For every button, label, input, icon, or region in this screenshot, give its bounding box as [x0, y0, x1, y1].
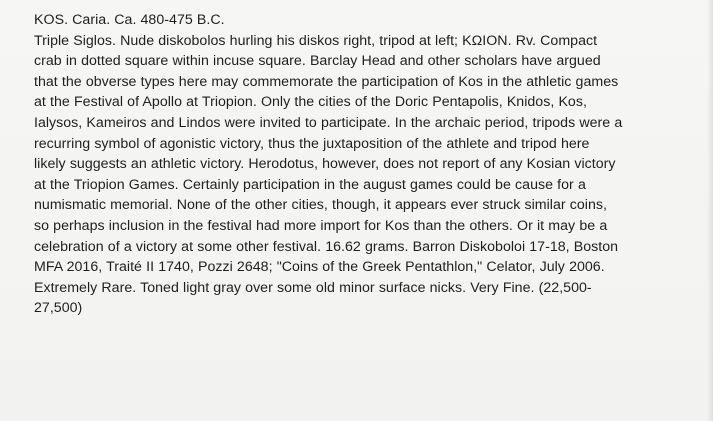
description-line: at the Festival of Apollo at Triopion. Only the cities of the Doric Pentapolis, Knidos, Kos, — [34, 94, 587, 111]
lot-heading: KOS. Caria. Ca. 480-475 B.C. — [34, 12, 225, 28]
lot-description — [34, 31, 695, 319]
description-line: numismatic memorial. None of the other cities, though, it appears ever struck similar coins, — [34, 197, 607, 214]
scan-edge-shadow — [707, 0, 713, 421]
description-line: 27,500) — [34, 300, 83, 317]
description-line: at the Triopion Games. Certainly participation in the august games could be cause for a — [34, 176, 586, 193]
description-line: MFA 2016, Traité II 1740, Pozzi 2648; "Coins of the Greek Pentathlon," Celator, July 2006. — [34, 259, 605, 276]
description-line: Triple Siglos. Nude diskobolos hurling his diskos right, tripod at left; ΚΩΙΟΝ. Rv. Compact — [34, 32, 598, 49]
description-line: celebration of a victory at some other festival. 16.62 grams. Barron Diskoboloi 17-18, Boston — [34, 238, 619, 255]
description-line: recurring symbol of agonistic victory, thus the juxtaposition of the athlete and tripod here — [34, 135, 590, 152]
description-line: likely suggests an athletic victory. Herodotus, however, does not report of any Kosian victory — [34, 156, 616, 173]
description-line: Ialysos, Kameiros and Lindos were invited to participate. In the archaic period, tripods were a — [34, 114, 623, 131]
description-line: crab in dotted square within incuse square. Barclay Head and other scholars have argued — [34, 53, 601, 70]
description-line: that the obverse types here may commemorate the participation of Kos in the athletic games — [34, 73, 619, 90]
description-line: so perhaps inclusion in the festival had more import for Kos than the others. Or it may be a — [34, 217, 608, 234]
description-line: Extremely Rare. Toned light gray over some old minor surface nicks. Very Fine. (22,500- — [34, 279, 592, 296]
